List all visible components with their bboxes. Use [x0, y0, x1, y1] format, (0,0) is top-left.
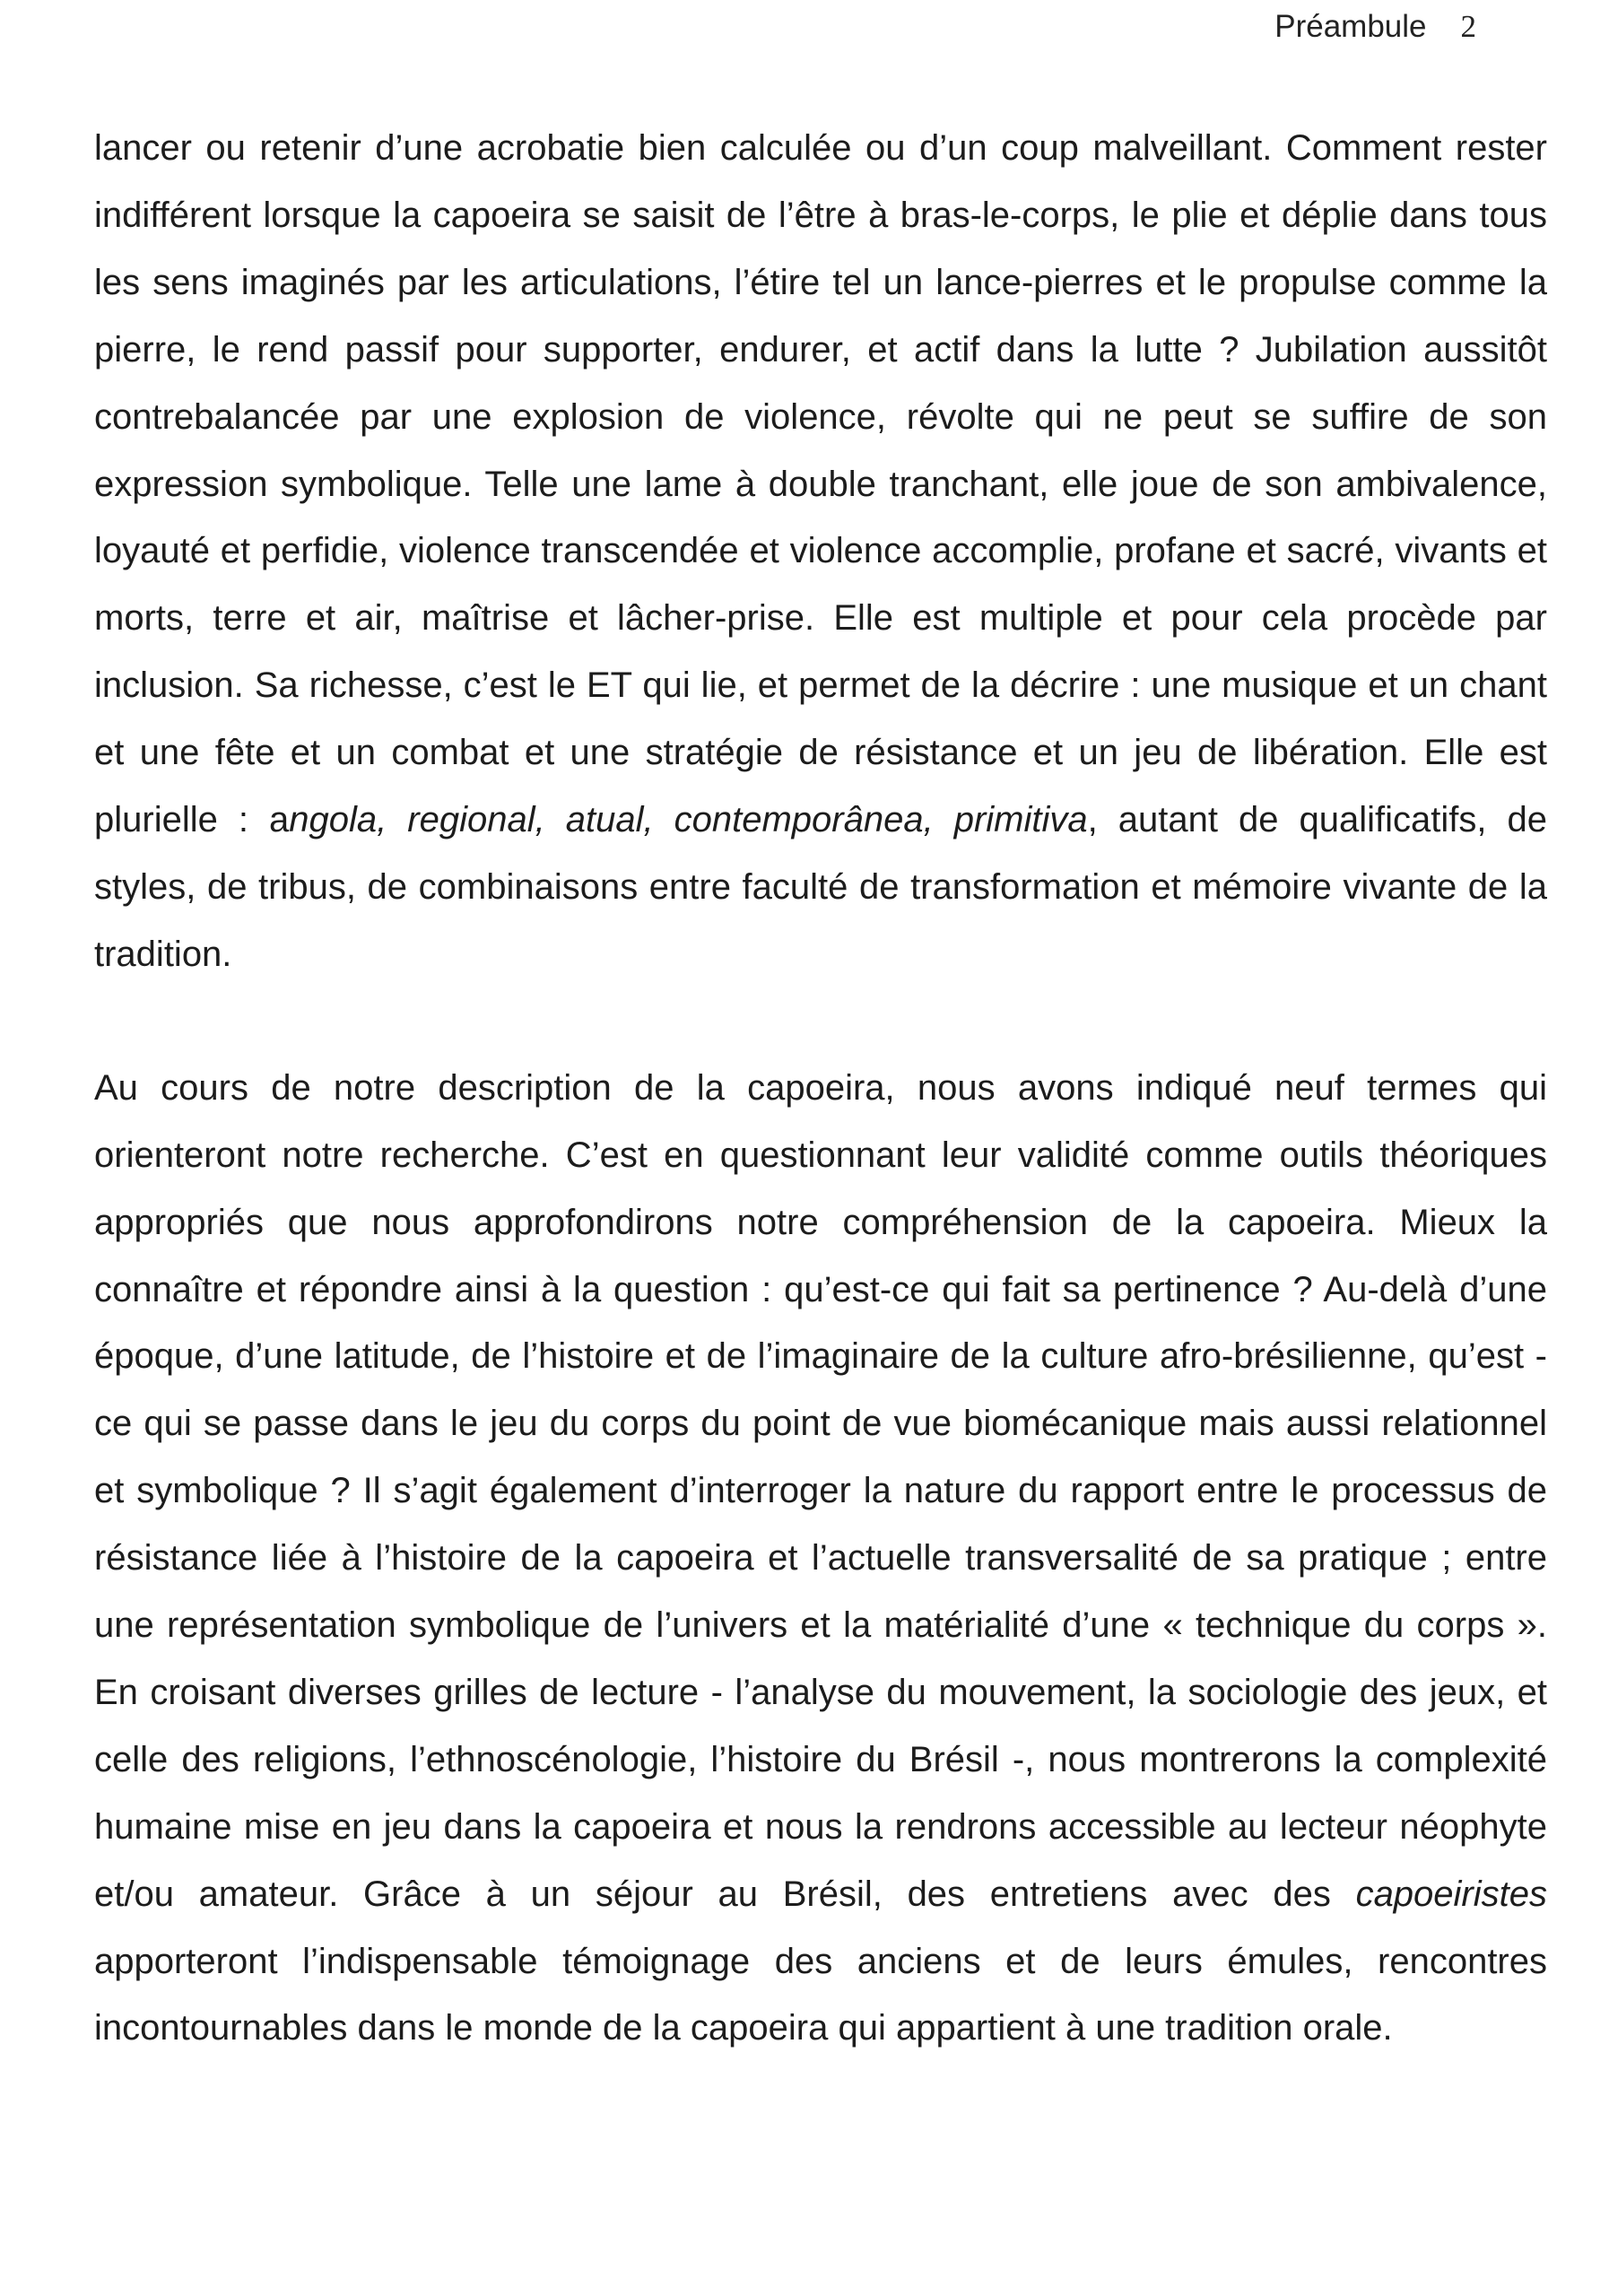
paragraph-1-italic-styles: ngola, regional, atual, contemporânea, primitiva	[289, 800, 1088, 840]
paragraph-2-italic-term: capoeiristes	[1355, 1874, 1547, 1914]
page-number: 2	[1460, 9, 1476, 44]
section-title: Préambule	[1274, 9, 1427, 44]
paragraph-1-text-a: lancer ou retenir d’une acrobatie bien calculée ou d’un coup malveillant. Comment rester indifférent lorsque la capoeira se saisit de l’être à bras-le-corps, le plie et déplie dans tous les sens imaginés par les articulations, l’étire tel un lance-pierres et le propulse comme la pierre, le rend passif pour supporter, endurer, et actif dans la lutte ? Jubilation aussitôt contrebalancée par une explosion de violence, révolte qui ne peut se suffire de son expression symbolique. Telle une lame à double tranchant, elle joue de son ambivalence, loyauté et perfidie, violence transcendée et violence accomplie, profane et sacré, vivants et morts, terre et air, maîtrise et lâcher-prise. Elle est multiple et pour cela procède par inclusion. Sa richesse, c’est le ET qui lie, et permet de la décrire : une musique et un chant et une fête et un combat et une stratégie de résistance et un jeu de libération. Elle est plurielle : a	[94, 128, 1547, 840]
paragraph-2-text-b: apporteront l’indispensable témoignage des anciens et de leurs émules, rencontres incontournables dans le monde de la capoeira qui appartient à une tradition orale.	[94, 1941, 1547, 2048]
body-text	[94, 115, 1547, 2062]
paragraph-2	[94, 1055, 1547, 2063]
paragraph-1	[94, 115, 1547, 988]
paragraph-1-text-b: , autant de qualificatifs, de styles, de tribus, de combinaisons entre faculté de transformation et mémoire vivante de la tradition.	[94, 800, 1548, 974]
running-header	[1274, 9, 1476, 54]
paragraph-2-text-a: Au cours de notre description de la capoeira, nous avons indiqué neuf termes qui orienteront notre recherche. C’est en questionnant leur validité comme outils théoriques appropriés que nous approfondirons notre compréhension de la capoeira. Mieux la connaître et répondre ainsi à la question : qu’est-ce qui fait sa pertinence ? Au-delà d’une époque, d’une latitude, de l’histoire et de l’imaginaire de la culture afro-brésilienne, qu’est - ce qui se passe dans le jeu du corps du point de vue biomécanique mais aussi relationnel et symbolique ? Il s’agit également d’interroger la nature du rapport entre le processus de résistance liée à l’histoire de la capoeira et l’actuelle transversalité de sa pratique ; entre une représentation symbolique de l’univers et la matérialité d’une « technique du corps ». En croisant diverses grilles de lecture - l’analyse du mouvement, la sociologie des jeux, et celle des religions, l’ethnoscénologie, l’histoire du Brésil -, nous montrerons la complexité humaine mise en jeu dans la capoeira et nous la rendrons accessible au lecteur néophyte et/ou amateur. Grâce à un séjour au Brésil, des entretiens avec des	[94, 1067, 1547, 1914]
